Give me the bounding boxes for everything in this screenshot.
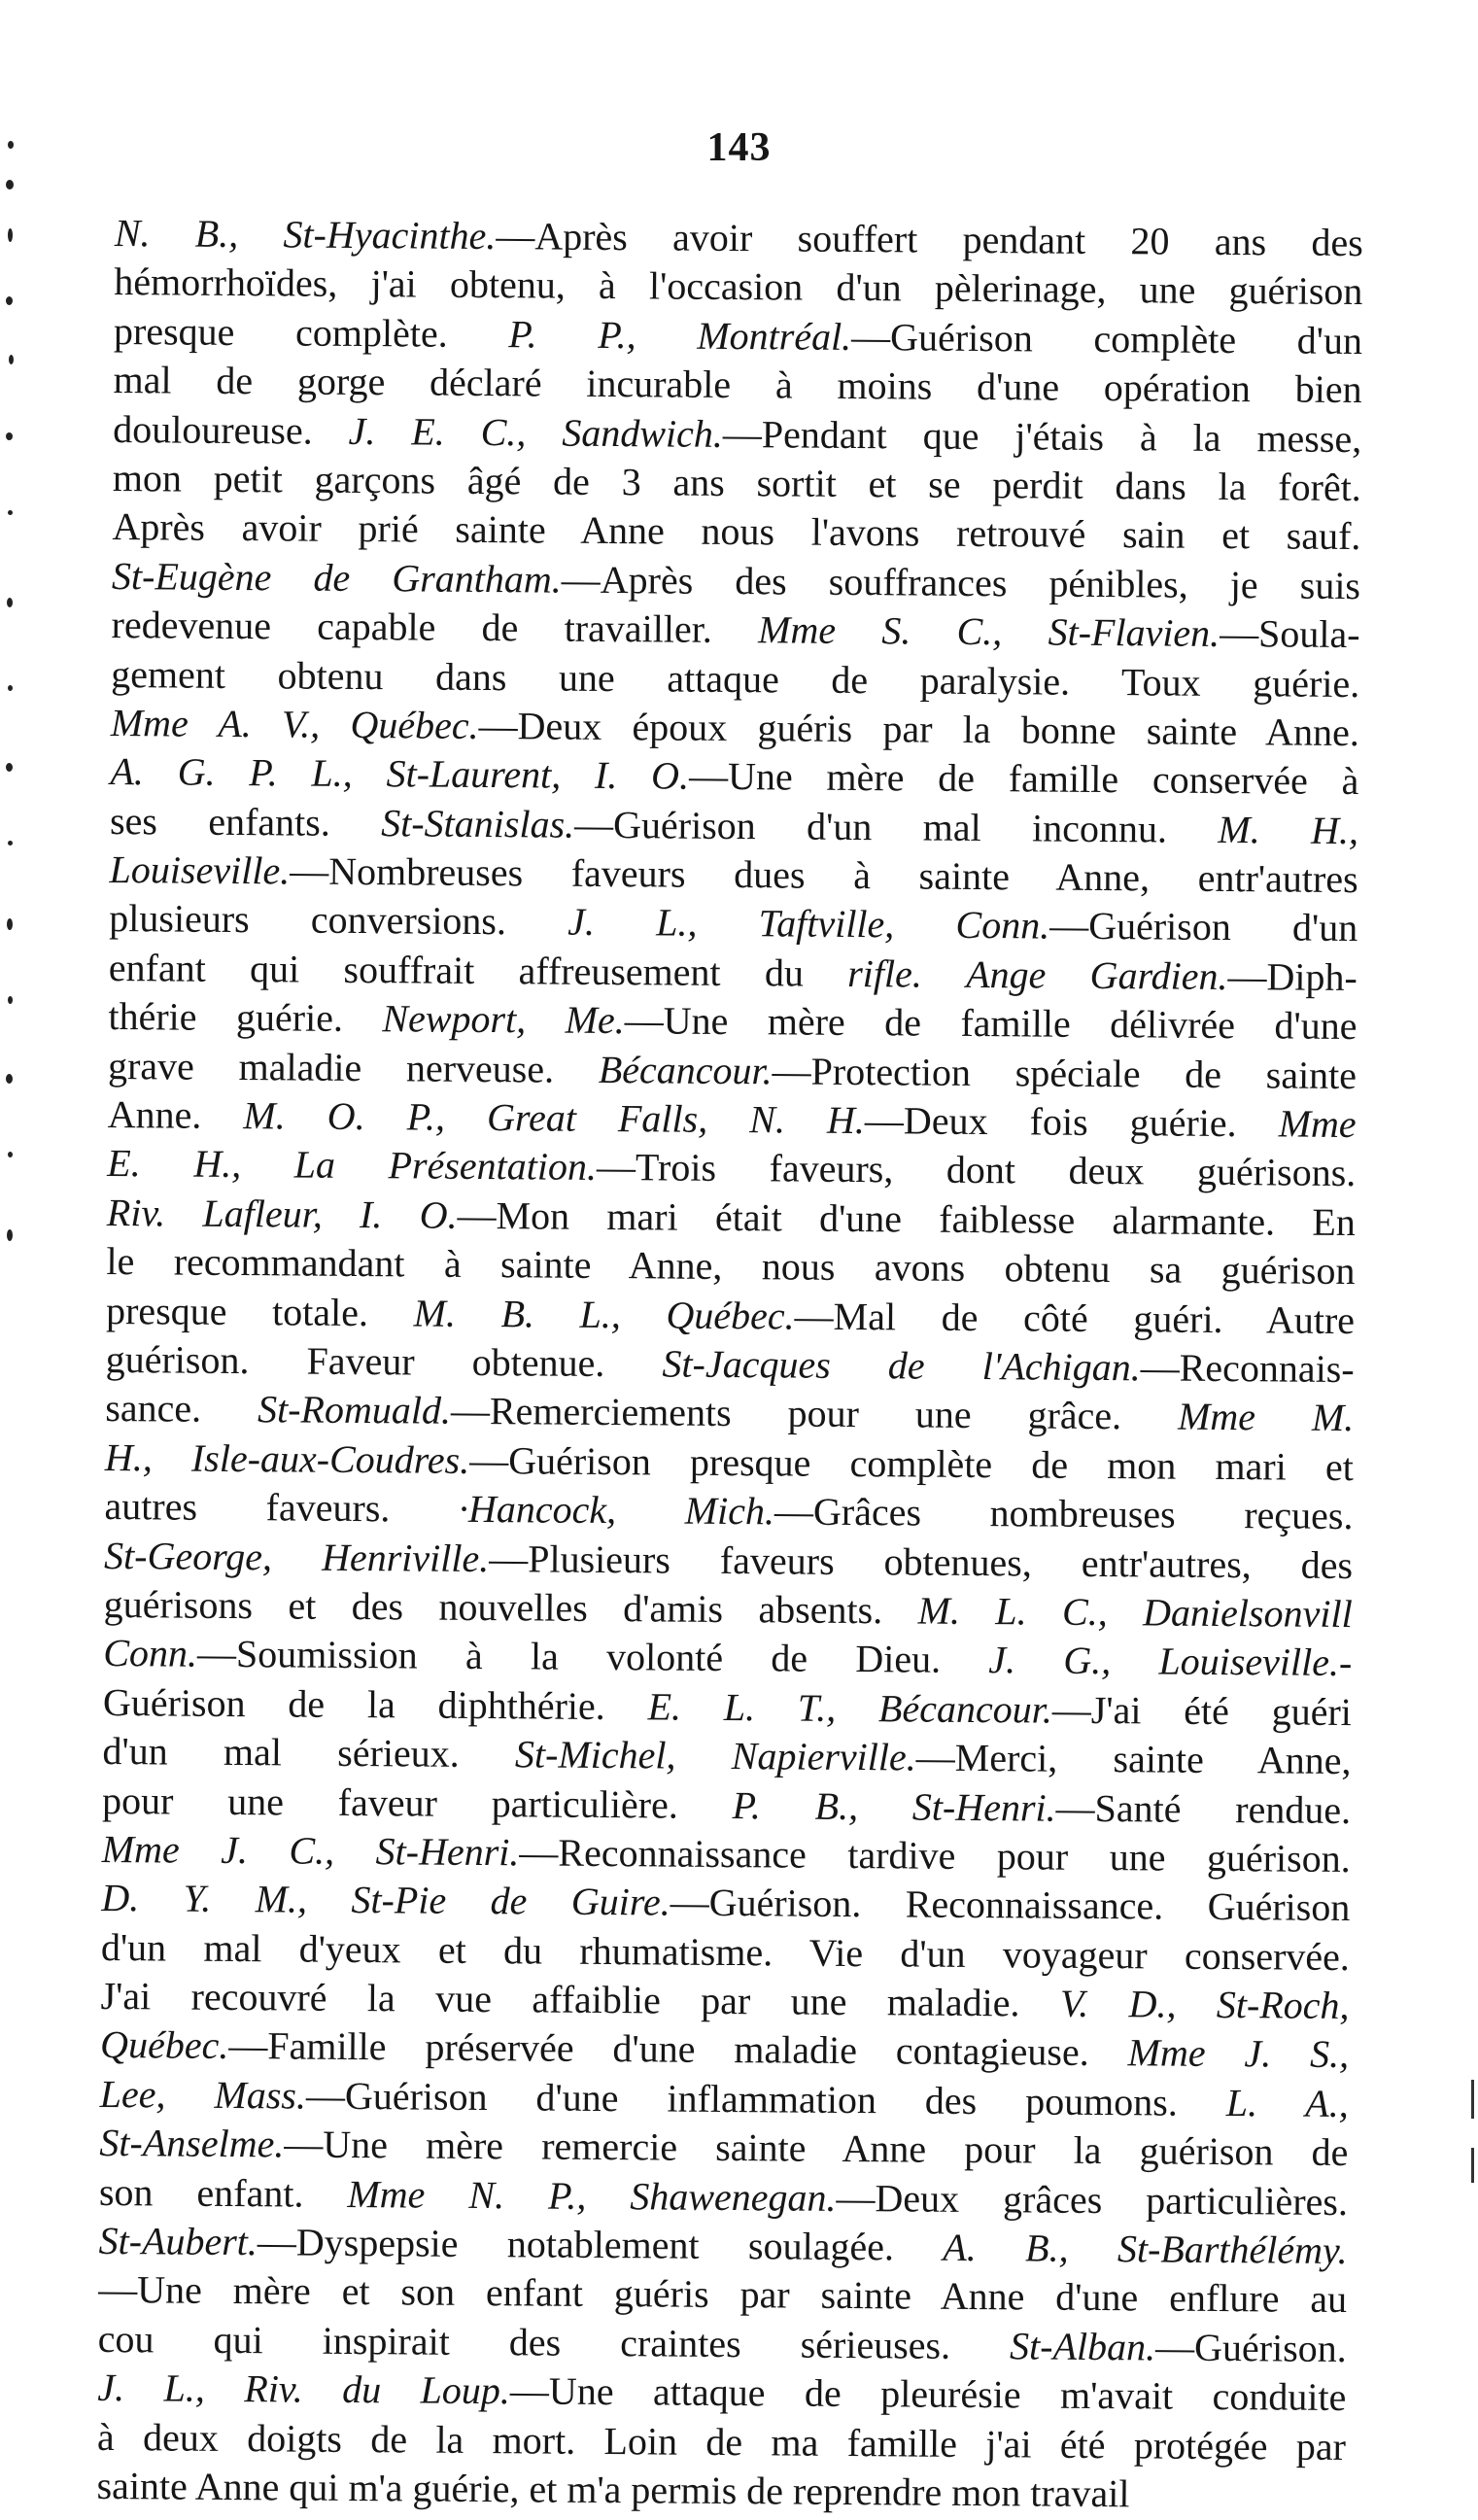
place-name: J. L., Riv. du Loup. [97,2365,511,2413]
place-name: St-Alban. [1009,2324,1156,2369]
text-run: —Une mère de famille délivrée d'une [624,998,1358,1049]
text-run [922,951,967,995]
place-name: St-Romuald. [257,1387,452,1433]
text-run: —Deux fois guérie. [864,1098,1279,1146]
text-run: —Trois faveurs, dont deux guérisons. [596,1145,1357,1195]
place-name: Newport, Me. [382,996,625,1043]
place-name: Ange Gardien. [966,951,1228,998]
text-run: mon petit garçons âgé de 3 ans sortit et se perdit dans la forêt. [112,455,1361,510]
place-name: St-Jacques de l'Achigan. [662,1341,1141,1390]
text-run: —Pendant que j'étais à la messe, [722,411,1362,461]
text-run: redevenue capable de travailler. [111,603,759,652]
place-name: Conn. [103,1631,198,1676]
place-name: D. Y. M., St-Pie de Guire. [101,1876,670,1924]
right-margin-bleed [1471,2148,1474,2183]
text-run: —Mal de côté guéri. Autre [794,1294,1356,1342]
text-run: thérie guérie. [108,994,383,1041]
text-run: —Reconnaissance tardive pour une guérison. [519,1830,1351,1881]
text-run: —Une mère remercie sainte Anne pour la guérison de [284,2122,1349,2175]
place-name: J. G., Louiseville. [988,1638,1340,1685]
text-run: à deux doigts de la mort. Loin de ma famille j'ai été protégée par [96,2414,1347,2468]
text-run: - [1338,1640,1353,1685]
text-run: —J'ai été guéri [1051,1687,1353,1734]
text-run: mal de gorge déclaré incurable à moins d'une opération bien [113,358,1362,412]
text-run: guérison. Faveur obtenue. [105,1336,663,1386]
text-run: —Merci, sainte Anne, [915,1735,1352,1783]
text-run: guérisons et des nouvelles d'amis absents. [103,1581,918,1633]
text-run: sance. [105,1386,258,1432]
text-run: son enfant. [98,2169,348,2216]
text-run: —Mon mari était d'une faiblesse alarmante. En [457,1192,1357,1244]
place-name: M. O. P., Great Falls, N. H. [243,1093,866,1143]
text-run: sainte Anne qui m'a guérie, et m'a permis de reprendre mon travail [96,2463,1130,2516]
text-run: —Remerciements pour une grâce. [450,1389,1179,1439]
text-run: —Guérison. [1154,2325,1347,2370]
text-run: —Dyspepsie notablement soulagée. [257,2220,944,2269]
page-number: 143 [706,125,772,170]
text-run: —Guérison d'un mal inconnu. [573,802,1219,851]
place-name: St-Stanislas. [381,800,575,846]
place-name: Mme [1278,1101,1357,1147]
place-name: E. L. T., Bécancour. [647,1684,1053,1732]
place-name: Riv. Lafleur, I. O. [106,1190,458,1237]
text-run: —Guérison d'un [1048,904,1358,950]
text-run: —Une mère et son enfant guéris par sainte Anne d'une enflure au [98,2267,1348,2322]
place-name: M. B. L., Québec. [413,1291,795,1338]
text-run: —Soula- [1219,611,1360,657]
text-run: Guérison de la diphthérie. [102,1679,648,1729]
text-run: autres faveurs. [104,1484,460,1531]
place-name: P. P., Montréal. [508,311,852,359]
text-run: —Santé rendue. [1055,1785,1352,1832]
text-run: —Deux époux guéris par la bonne sainte Anne. [478,703,1359,754]
place-name: N. B., St-Hyacinthe. [114,210,497,259]
text-run: —Soumission à la volonté de Dieu. [196,1632,989,1682]
place-name: Mme J. C., St-Henri. [101,1826,520,1875]
place-name: Louiseville. [109,847,291,893]
text-run: presque complète. [113,308,509,356]
text-run: —Famille préservée d'une maladie contagieuse. [228,2023,1128,2075]
text-run: —Guérison. Reconnaissance. Guérison [670,1880,1351,1930]
text-run: —Après des souffrances pénibles, je suis [561,557,1361,607]
text-run: —Protection spéciale de sainte [772,1048,1358,1097]
place-name: A. B., St-Barthélémy. [943,2225,1348,2273]
text-run: presque totale. [105,1288,414,1335]
place-name: P. B., St-Henri. [732,1782,1056,1830]
text-run: enfant qui souffrait affreusement du [108,945,848,995]
text-run: Anne. [107,1092,244,1138]
place-name: M. H., [1218,807,1359,852]
place-name: St-Anselme. [99,2121,285,2166]
place-name: Mme M. [1177,1395,1355,1440]
text-run: —Deux grâces particulières. [836,2175,1349,2224]
text-run: hémorrhoïdes, j'ai obtenu, à l'occasion d'un pèlerinage, une guérison [114,259,1363,314]
body-text [96,209,1363,2520]
right-margin-bleed [1471,2080,1474,2119]
place-name: ·Hancock, Mich. [458,1486,775,1534]
text-run: pour une faveur particulière. [101,1778,733,1827]
text-run: —Une mère de famille conservée à [688,753,1359,804]
text-run: d'un mal d'yeux et du rhumatisme. Vie d'un voyageur conservée. [100,1924,1351,1979]
place-name: A. G. P. L., St-Laurent, I. O. [110,749,690,798]
place-name: St-George, Henriville. [103,1533,490,1580]
place-name: Lee, Mass. [99,2071,307,2118]
text-run: le recommandant à sainte Anne, nous avons obtenu sa guérison [106,1239,1356,1294]
place-name: J. L., Taftville, Conn. [567,900,1050,949]
place-name: M. L. C., Danielsonvill [917,1588,1353,1636]
place-name: V. D., St-Roch, [1059,1981,1350,2028]
text-run: cou qui inspirait des craintes sérieuses. [97,2316,1011,2368]
text-run: plusieurs conversions. [109,896,568,945]
place-name: St-Eugène de Grantham. [111,553,562,602]
text-run: —Nombreuses faveurs dues à sainte Anne, entr'autres [290,848,1358,902]
place-name: rifle. [847,950,923,996]
text-run: —Guérison complète d'un [850,314,1363,362]
place-name: Mme S. C., St-Flavien. [757,607,1220,656]
text-run: gement obtenu dans une attaque de paralysie. Toux guérie. [111,651,1360,706]
place-name: Mme J. S., [1127,2030,1350,2077]
text-run: —Après avoir souffert pendant 20 ans des [496,214,1363,265]
place-name: H., Isle-aux-Coudres. [104,1434,470,1482]
text-run: J'ai recouvré la vue affaiblie par une maladie. [100,1974,1061,2025]
text-run: —Grâces nombreuses reçues. [773,1489,1354,1538]
text-run: d'un mal sérieux. [102,1729,516,1777]
text-run: —Guérison d'une inflammation des poumons. [305,2073,1226,2124]
place-name: L. A., [1225,2080,1349,2125]
place-name: Mme N. P., Shawenegan. [347,2171,837,2220]
text-line [96,2462,1345,2520]
text-run: —Reconnais- [1140,1345,1355,1392]
left-margin-bleed [0,141,19,1307]
text-run: —Diph- [1227,953,1358,999]
text-run: ses enfants. [109,798,382,845]
place-name: Bécancour. [598,1047,773,1092]
place-name: J. E. C., Sandwich. [348,408,724,456]
place-name: E. H., La Présentation. [107,1141,598,1190]
place-name: Mme A. V., Québec. [110,700,479,747]
text-run: grave maladie nerveuse. [107,1043,599,1091]
place-name: St-Michel, Napierville. [514,1732,916,1779]
place-name: Québec. [99,2022,229,2068]
text-run: —Une attaque de pleurésie m'avait conduite [509,2368,1347,2420]
text-run: —Guérison presque complète de mon mari et [469,1437,1355,1489]
text-run: —Plusieurs faveurs obtenues, entr'autres, des [489,1536,1354,1587]
place-name: St-Aubert. [98,2218,258,2264]
text-run: douloureuse. [113,406,349,453]
text-run: Après avoir prié sainte Anne nous l'avons retrouvé sain et sauf. [112,504,1361,559]
